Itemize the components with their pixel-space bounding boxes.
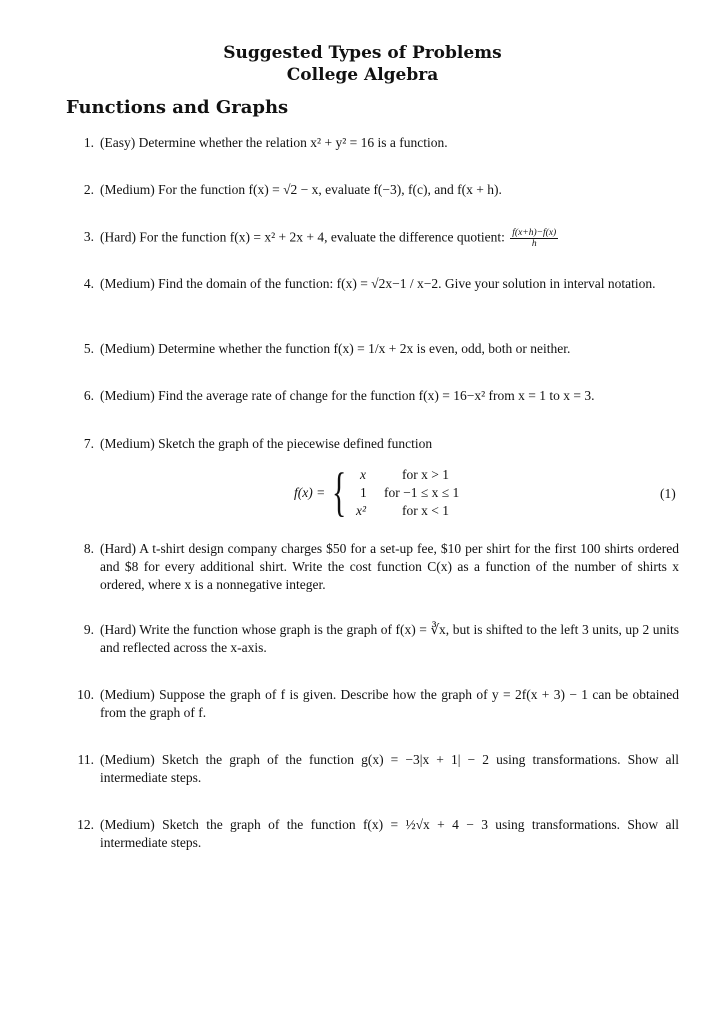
difference-quotient-fraction (510, 228, 558, 249)
problem-text: (Medium) Sketch the graph of the function g(x) = −3|x + 1| − 2 using transformations. Show all intermediate steps. (100, 752, 679, 785)
problem-8 (66, 540, 679, 594)
problem-10 (66, 686, 679, 722)
problem-5 (66, 340, 679, 358)
fraction-numerator (66, 880, 67, 881)
problem-text: (Easy) Determine whether the relation x² + y² = 16 is a function. (100, 135, 448, 150)
piecewise-condition: for −1 ≤ x ≤ 1 (384, 485, 460, 500)
piecewise-condition: for x > 1 (402, 467, 449, 482)
piecewise-expr: 1 (360, 485, 367, 500)
piecewise-condition: for x < 1 (402, 503, 449, 518)
problem-text: (Medium) Suppose the graph of f is given. Describe how the graph of y = 2f(x + 3) − 1 can be obtained from the graph of f. (100, 687, 679, 720)
problem-11 (66, 751, 679, 787)
problem-12 (66, 816, 679, 852)
problem-text-main: (Hard) For the function f(x) = x² + 2x + 4, evaluate the difference quotient: (100, 229, 505, 245)
document-title: Suggested Types of Problems (223, 43, 502, 63)
fraction-store (66, 880, 67, 881)
left-brace: { (332, 462, 347, 522)
problem-1 (66, 134, 679, 152)
problem-7 (66, 435, 679, 453)
problem-2 (66, 181, 679, 199)
fraction-numerator: f(x+h)−f(x) (512, 228, 557, 238)
piecewise-expr: x² (356, 503, 367, 518)
problem-9 (66, 621, 679, 657)
problem-3 (66, 228, 679, 249)
problem-text: (Hard) A t-shirt design company charges $50 for a set-up fee, $10 per shirt for the first 100 shirts ordered and $8 for every additional shirt. Write the cost function C(x) as a function of the number of shirts x ordered, where x is a nonnegative integer. (100, 541, 679, 592)
fraction-denominator: h (531, 239, 537, 249)
problem-number: 6. (83, 388, 94, 403)
problem-text: (Medium) Sketch the graph of the function f(x) = ½√x + 4 − 3 using transformations. Show all intermediate steps. (100, 817, 679, 850)
problem-number: 11. (77, 752, 94, 767)
problem-4 (66, 275, 679, 293)
problem-number: 5. (83, 341, 94, 356)
problem-number: 4. (83, 276, 94, 291)
problem-number: 2. (83, 182, 94, 197)
problem-text: (Medium) Determine whether the function f(x) = 1/x + 2x is even, odd, both or neither. (100, 341, 571, 356)
piecewise-lhs: f(x) = (294, 485, 326, 500)
equation-number: (1) (660, 486, 676, 501)
section-heading: Functions and Graphs (66, 97, 289, 118)
problem-text: (Medium) For the function f(x) = √2 − x, evaluate f(−3), f(c), and f(x + h). (100, 182, 502, 197)
problem-text: (Medium) Find the domain of the function: f(x) = √2x−1 / x−2. Give your solution in interval notation. (100, 276, 656, 291)
problem-text (100, 228, 679, 249)
piecewise-expr: x (360, 467, 366, 482)
problem-number: 8. (83, 541, 94, 556)
problem-6 (66, 387, 679, 405)
piecewise-equation (290, 462, 550, 522)
problem-number: 10. (77, 687, 94, 702)
problem-text: (Medium) Sketch the graph of the piecewise defined function (100, 436, 433, 451)
problem-number: 3. (83, 229, 94, 244)
problem-text: (Medium) Find the average rate of change for the function f(x) = 16−x² from x = 1 to x = 3. (100, 388, 595, 403)
problem-number: 12. (77, 817, 94, 832)
problem-number: 7. (83, 436, 94, 451)
problem-text: (Hard) Write the function whose graph is the graph of f(x) = ∛x, but is shifted to the left 3 units, up 2 units and reflected across the x-axis. (100, 622, 679, 655)
problem-number: 1. (83, 135, 94, 150)
problem-number: 9. (83, 622, 94, 637)
document-subtitle: College Algebra (286, 65, 439, 85)
